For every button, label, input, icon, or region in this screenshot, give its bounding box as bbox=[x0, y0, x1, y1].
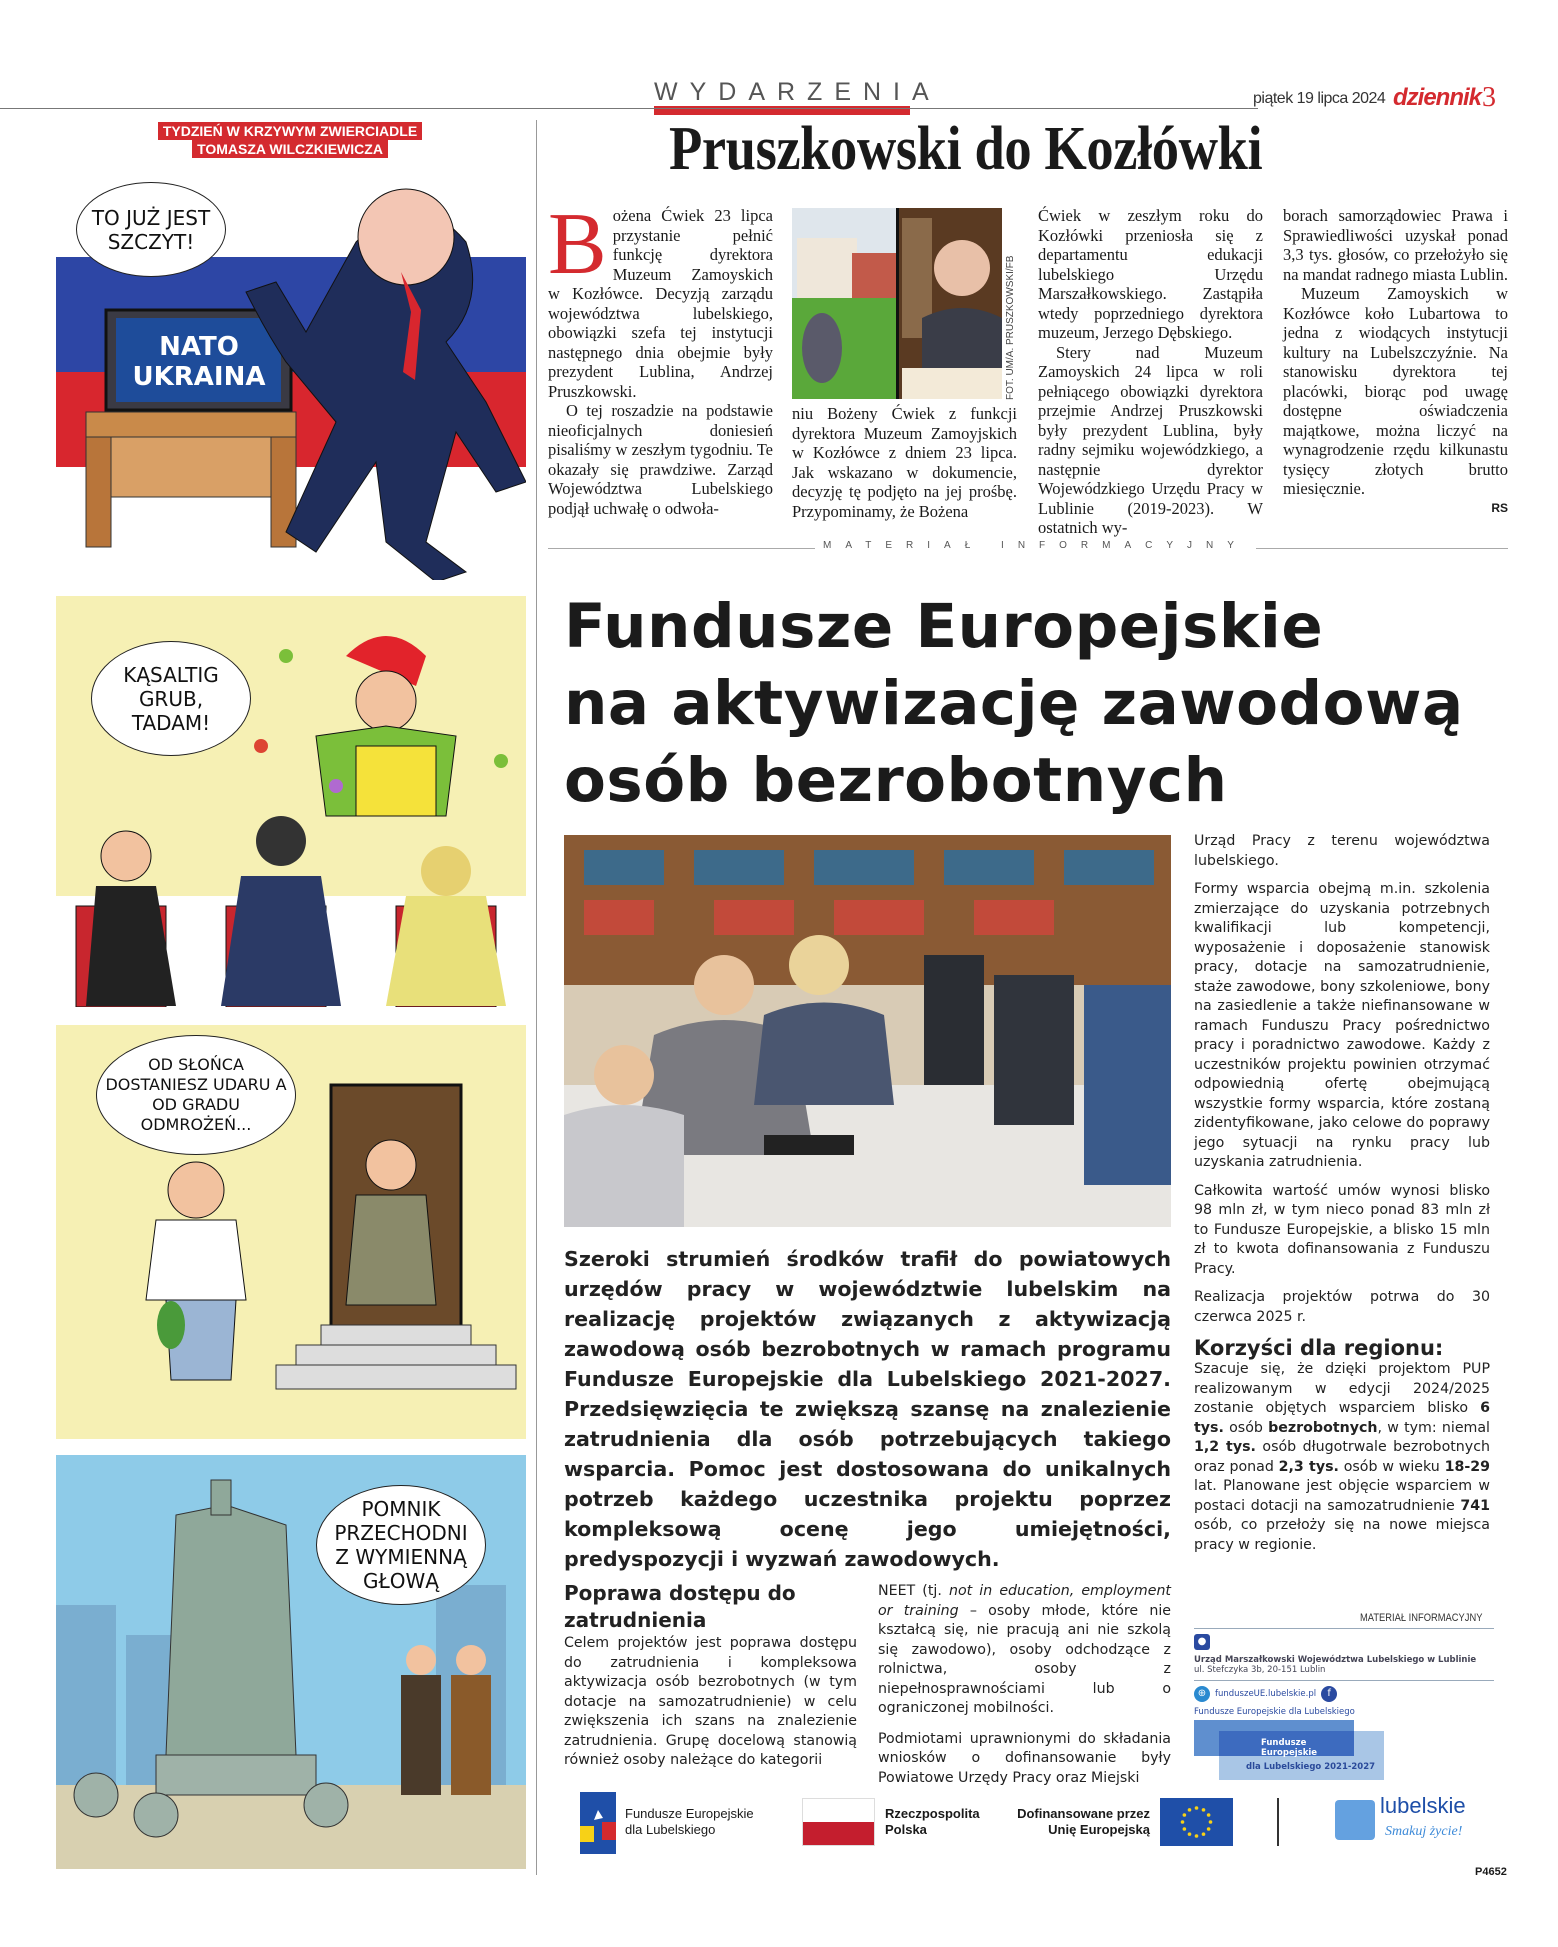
speech-bubble: POMNIK PRZECHODNI Z WYMIENNĄ GŁOWĄ bbox=[316, 1485, 486, 1605]
eu-flag-icon bbox=[1160, 1798, 1233, 1846]
author-initials: RS bbox=[1491, 500, 1508, 515]
benefits-paragraph bbox=[1194, 1360, 1490, 1555]
article-paragraph: Stery nad Muzeum Zamoyskich 24 lipca w roli pełniącego obowiązki dyrektora przejmie Andrzej Pruszkowski były prezydent Lublina, były radny sejmiku wojewódzkiego, a następnie dyrektor Wojewódzkiego Urzędu Pracy w Lublinie (2019-2023). W ostatnich wy- bbox=[1038, 342, 1263, 537]
drop-cap: B bbox=[548, 196, 607, 293]
photo-credit: FOT. UM/A. PRUSZKOWSKI/FB bbox=[1005, 255, 1016, 400]
fe-logo-icon bbox=[580, 1792, 616, 1854]
location-pin-icon: ● bbox=[1194, 1634, 1210, 1650]
advert-column-a bbox=[564, 1580, 857, 1771]
issue-date: piątek 19 lipca 2024 bbox=[1253, 90, 1386, 107]
benefits-figure: 741 bbox=[1460, 1497, 1490, 1514]
eu-star-icon bbox=[1207, 1827, 1211, 1831]
fe-program-logo bbox=[1194, 1720, 1384, 1780]
rp-logo-text bbox=[885, 1806, 980, 1838]
benefits-heading: Korzyści dla regionu: bbox=[1194, 1336, 1444, 1360]
article-paragraph: borach samorządowiec Prawa i Sprawiedliwości uzyskał ponad 3,3 tys. głosów, co przełożyło się na mandat radnego miasta Lublin. bbox=[1283, 206, 1508, 284]
speech-bubble: TO JUŻ JEST SZCZYT! bbox=[76, 182, 226, 277]
neet-text: NEET (tj. bbox=[878, 1583, 949, 1599]
advert-headline-line3: osób bezrobotnych bbox=[564, 745, 1228, 816]
cartoon-1 bbox=[56, 162, 526, 580]
benefits-text: lat. Planowane jest objęcie wsparciem w postaci dotacji na samozatrudnienie bbox=[1194, 1478, 1490, 1514]
page-number: 3 bbox=[1482, 82, 1496, 113]
advert-paragraph: Realizacja projektów potrwa do 30 czerwca 2025 r. bbox=[1194, 1289, 1490, 1325]
benefits-text: Szacuje się, że dzięki projektom PUP realizowanym w edycji 2024/2025 zostanie objętych wsparciem blisko bbox=[1194, 1361, 1490, 1416]
globe-icon: ⊕ bbox=[1194, 1686, 1210, 1702]
tv-text-line2: UKRAINA bbox=[132, 362, 266, 392]
article-column-3 bbox=[1038, 206, 1263, 538]
eu-star-icon bbox=[1209, 1820, 1213, 1824]
material-label: MATERIAŁ INFORMACYJNY bbox=[1360, 1612, 1483, 1624]
cartoon-3 bbox=[56, 1025, 526, 1439]
advert-paragraph: Całkowita wartość umów wynosi blisko 98 mln zł, w tym nieco ponad 83 mln zł to Fundusze Europejskie, a blisko 15 mln zł to kwota dofinansowania z Funduszu Pracy. bbox=[1194, 1182, 1490, 1277]
rp-line1: Rzeczpospolita bbox=[885, 1806, 980, 1821]
article-paragraph: Muzeum Zamoyskich w Kozłówce koło Lubartowa to jedna z wiodących instytucji kultury na Lubelszczyźnie. Na stanowisku dyrektora tej placówki, biorąc pod uwagę dostępne oświadczenia majątkowe, można liczyć na wynagrodzenie rzędu kilkunastu tysięcy złotych brutto miesięcznie. bbox=[1283, 284, 1508, 498]
benefits-text: osób długotrwale bezrobotnych oraz ponad bbox=[1194, 1439, 1490, 1475]
eu-star-icon bbox=[1188, 1808, 1192, 1812]
fe-box-line1: Fundusze Europejskie bbox=[1219, 1731, 1354, 1756]
neet-rest: – osoby młode, które nie kształcą się, nie pracują ani nie szkolą się zawodowo), osoby odchodzące z rolnictwa, osoby z niepełnosprawnościami lub o ograniczonej mobilności. bbox=[878, 1602, 1171, 1716]
cartoon-label-line1: TYDZIEŃ W KRZYWYM ZWIERCIADLE bbox=[158, 122, 422, 140]
advert-headline-line2: na aktywizację zawodową bbox=[564, 668, 1464, 739]
fe-logo-line1: Fundusze Europejskie bbox=[625, 1806, 754, 1821]
article-paragraph: Ćwiek w zeszłym roku do Kozłówki przeniosła się z departamentu edukacji lubelskiego Urzędu Marszałkowskiego. Zastąpiła wtedy poprzedniego dyrektora muzeum, Jerzego Dębskiego. bbox=[1038, 206, 1263, 342]
fe-logo-line2: dla Lubelskiego bbox=[625, 1822, 716, 1837]
benefits-text: , w tym: niemal bbox=[1377, 1419, 1491, 1436]
contact-box bbox=[1194, 1628, 1494, 1722]
facebook-icon: f bbox=[1321, 1686, 1337, 1702]
fe-box-line2: dla Lubelskiego 2021-2027 bbox=[1246, 1762, 1376, 1772]
column-divider bbox=[536, 120, 537, 1875]
advert-column-right bbox=[1194, 832, 1490, 1564]
contact-org: Urząd Marszałkowski Województwa Lubelskiego w Lublinie bbox=[1194, 1655, 1477, 1665]
article-paragraph: O tej roszadzie na podstawie nieoficjalnych doniesień pisaliśmy w zeszłym tygodniu. Te okazały się prawdziwe. Zarząd Województwa Lubelskiego podjął uchwałę o odwoła- bbox=[548, 401, 773, 518]
advert-paragraph: Podmiotami uprawnionymi do składania wniosków o dofinansowanie były Powiatowe Urzędy Pracy oraz Miejski bbox=[878, 1730, 1171, 1786]
eu-star-icon bbox=[1202, 1832, 1206, 1836]
logo-divider bbox=[1277, 1798, 1279, 1846]
fe-logo-text bbox=[625, 1806, 754, 1838]
article-column-2 bbox=[792, 404, 1017, 521]
contact-links-row bbox=[1194, 1680, 1494, 1722]
photo-library-computer-class bbox=[564, 835, 1171, 1227]
eu-star-icon bbox=[1195, 1806, 1199, 1810]
eu-star-icon bbox=[1181, 1820, 1185, 1824]
advert-code: P4652 bbox=[1475, 1866, 1507, 1878]
eu-star-icon bbox=[1183, 1827, 1187, 1831]
polish-flag-icon bbox=[802, 1798, 875, 1846]
brand-logo: dziennik bbox=[1393, 84, 1482, 111]
eu-star-icon bbox=[1202, 1808, 1206, 1812]
speech-bubble: OD SŁOŃCA DOSTANIESZ UDARU A OD GRADU ODMROŻEŃ... bbox=[96, 1035, 296, 1155]
article-paragraph: ożena Ćwiek 23 lipca przystanie pełnić funkcję dyrektora Muzeum Zamoyskich w Kozłówce. Decyzją zarządu województwa lubelskiego, obowiązki szefa tej instytucji następnego dnia obejmie były prezydent Lublina, Andrzej Pruszkowski. bbox=[548, 206, 773, 401]
benefits-text: osób bbox=[1223, 1419, 1269, 1436]
neet-definition: not in education, employment or training bbox=[878, 1583, 1171, 1619]
article-paragraph: niu Bożeny Ćwiek z funkcji dyrektora Muzeum Zamoyjskich w Kozłówce z dniem 23 lipca. Jak wskazano w dokumencie, decyzję tę podjęto na jej prośbę. Przypominamy, że Bożena bbox=[792, 404, 1017, 521]
sponsor-logos-bar bbox=[580, 1792, 1510, 1856]
section-label: WYDARZENIA bbox=[654, 78, 941, 106]
eu-star-icon bbox=[1183, 1813, 1187, 1817]
advert-paragraph: Formy wsparcia obejmą m.in. szkolenia zmierzające do uzyskania potrzebnych kwalifikacji lub kompetencji, wyposażenie i doposażenie stanowisk pracy, dotacje na samozatrudnienie, staże zawodowe, bony szkoleniowe, bony na zasiedlenie a także niefinansowane w ramach Funduszu Pracy pośrednictwo pracy i poradnictwo zawodowe. Każdy z uczestników projektu powinien otrzymać odpowiednią ofertę obejmującą wszystkie formy wsparcia, które zostaną zidentyfikowane, jako celowe do poprawy jego sytuacji na rynku pracy lub uzyskania zatrudnienia. bbox=[1194, 881, 1490, 1170]
cartoon-4 bbox=[56, 1455, 526, 1869]
contact-facebook-link[interactable]: Fundusze Europejskie dla Lubelskiego bbox=[1194, 1707, 1355, 1717]
lubelskie-slogan: Smakuj życie! bbox=[1385, 1824, 1463, 1839]
eu-star-icon bbox=[1195, 1834, 1199, 1838]
lubelskie-logo-icon bbox=[1335, 1800, 1375, 1840]
eu-star-icon bbox=[1207, 1813, 1211, 1817]
benefits-figure: 2,3 tys. bbox=[1278, 1458, 1339, 1475]
advert-headline-line1: Fundusze Europejskie bbox=[564, 591, 1324, 662]
advert-lead: Szeroki strumień środków trafił do powiatowych urzędów pracy w województwie lubelskim na realizację projektów związanych z aktywizacją zawodową osób bezrobotnych w ramach programu Fundusze Europejskie dla Lubelskiego 2021-2027. Przedsięwzięcia te zwiększą szansę na znalezienie zatrudnienia dla osób potrzebujących takiego wsparcia. Pomoc jest dostosowana do unikalnych potrzeb każdego uczestnika projektu poprzez kompleksową ocenę jego umiejętności, predyspozycji i wyzwań zawodowych. bbox=[564, 1247, 1171, 1571]
benefits-figure: bezrobotnych bbox=[1268, 1419, 1378, 1436]
article-column-1 bbox=[548, 196, 773, 518]
eu-star-icon bbox=[1188, 1832, 1192, 1836]
article-photo bbox=[792, 208, 1002, 399]
benefits-text: osób w wieku bbox=[1338, 1458, 1445, 1475]
cartoon-2 bbox=[56, 596, 526, 1007]
cartoon-label-line2: TOMASZA WILCZKIEWICZA bbox=[192, 140, 388, 158]
header-rule bbox=[0, 108, 1258, 109]
eu-logo-text bbox=[1010, 1806, 1150, 1838]
photo-museum-and-director bbox=[792, 208, 1002, 399]
advert-headline bbox=[564, 588, 1464, 819]
tv-text-line1: NATO bbox=[159, 332, 239, 362]
benefits-figure: 18-29 bbox=[1444, 1458, 1490, 1475]
contact-address-row bbox=[1194, 1628, 1494, 1680]
advert-column-b bbox=[878, 1582, 1171, 1799]
contact-web-link[interactable]: funduszeUE.lubelskie.pl bbox=[1215, 1689, 1317, 1699]
contact-address: ul. Stefczyka 3b, 20-151 Lublin bbox=[1194, 1665, 1326, 1675]
article-headline: Pruszkowski do Kozłówki bbox=[669, 115, 1263, 183]
advert-paragraph: Celem projektów jest poprawa dostępu do zatrudnienia i kompleksowa aktywizacja osób bezrobotnych (w tym dotacje na samozatrudnienie) w celu zwiększenia ich szans na znalezienie zatrudnienia. Grupę docelową stanowią również osoby należące do kategorii bbox=[564, 1635, 857, 1768]
cartoon-section-label bbox=[146, 122, 434, 158]
speech-bubble: KĄSALTIG GRUB, TADAM! bbox=[91, 641, 251, 756]
subsection-heading: Poprawa dostępu do zatrudnienia bbox=[564, 1581, 796, 1632]
article-column-4 bbox=[1283, 206, 1508, 518]
benefits-text: osób, co przełoży się na nowe miejsca pracy w regionie. bbox=[1194, 1517, 1490, 1553]
advert-paragraph: Urząd Pracy z terenu województwa lubelskiego. bbox=[1194, 833, 1490, 869]
advert-paragraph-neet bbox=[878, 1582, 1171, 1719]
rp-line2: Polska bbox=[885, 1822, 927, 1837]
benefits-figure: 6 tys. bbox=[1194, 1400, 1490, 1436]
advert-photo bbox=[564, 835, 1171, 1227]
eu-line2: Unię Europejską bbox=[1048, 1822, 1150, 1837]
lubelskie-logo-text: lubelskie bbox=[1380, 1793, 1466, 1818]
separator-label: MATERIAŁ INFORMACYJNY bbox=[815, 540, 1256, 551]
benefits-figure: 1,2 tys. bbox=[1194, 1439, 1256, 1455]
eu-line1: Dofinansowane przez bbox=[1017, 1806, 1150, 1821]
